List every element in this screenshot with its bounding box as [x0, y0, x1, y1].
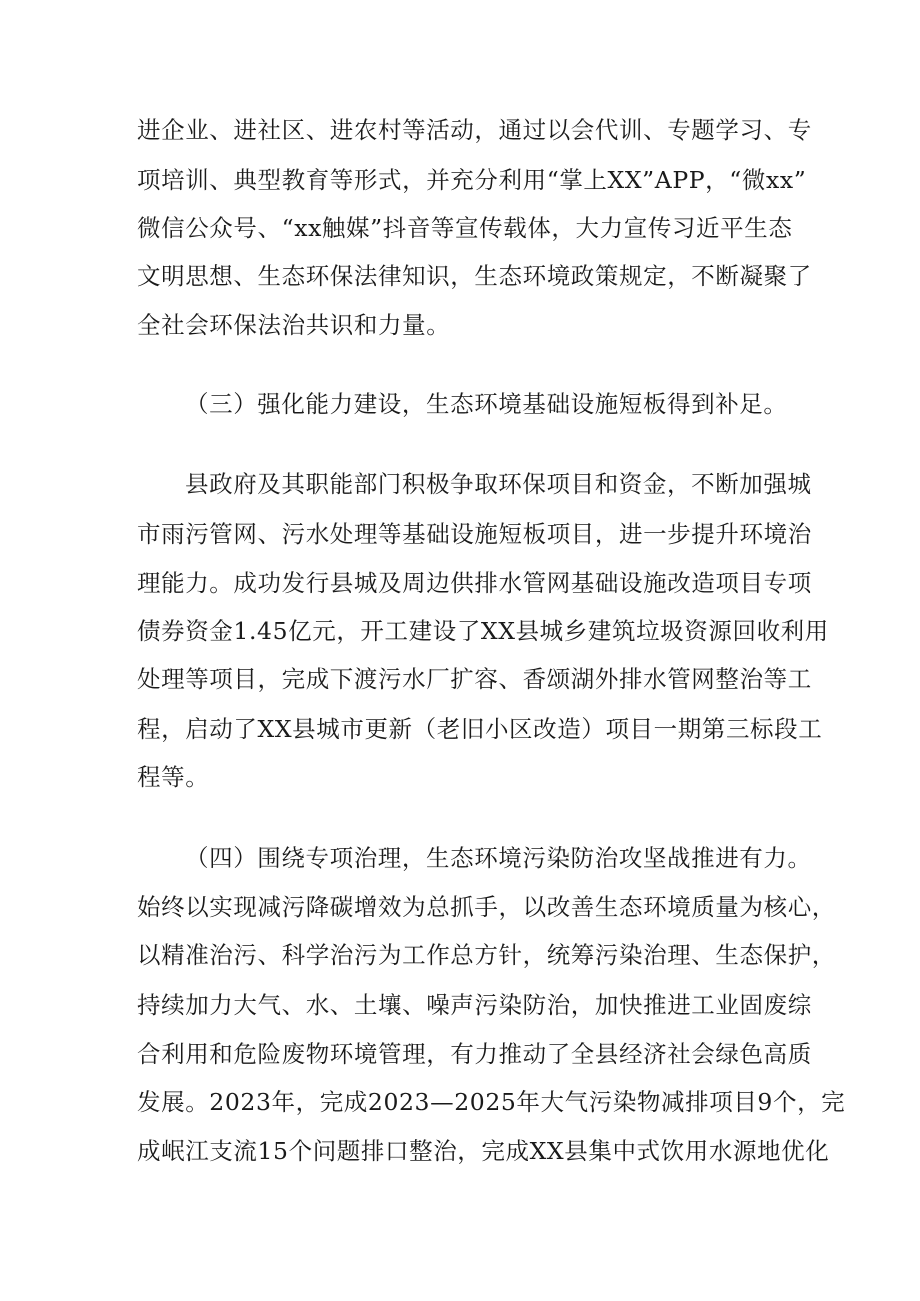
paragraph-line: 以精准治污、科学治污为工作总方针，统筹污染治理、生态保护，	[137, 941, 836, 969]
paragraph-line: 县政府及其职能部门积极争取环保项目和资金，不断加强城	[185, 470, 812, 498]
paragraph-line: 进企业、进社区、进农村等活动，通过以会代训、专题学习、专	[137, 116, 812, 144]
paragraph-line: 债券资金1.45亿元，开工建设了XX县城乡建筑垃圾资源回收利用	[137, 617, 829, 645]
paragraph-line: 处理等项目，完成下渡污水厂扩容、香颂湖外排水管网整治等工	[137, 665, 812, 693]
paragraph-line: 市雨污管网、污水处理等基础设施短板项目，进一步提升环境治	[137, 520, 812, 548]
section-heading-3: （三）强化能力建设，生态环境基础设施短板得到补足。	[185, 390, 788, 418]
paragraph-line: 持续加力大气、水、土壤、噪声污染防治，加快推进工业固废综	[137, 991, 812, 1019]
paragraph-line: 文明思想、生态环保法律知识，生态环境政策规定，不断凝聚了	[137, 262, 812, 290]
paragraph-line: 全社会环保法治共识和力量。	[137, 311, 451, 339]
paragraph-line: 程，启动了XX县城市更新（老旧小区改造）项目一期第三标段工	[137, 715, 823, 743]
paragraph-line: 始终以实现减污降碳增效为总抓手，以改善生态环境质量为核心，	[137, 893, 836, 921]
section-heading-4: （四）围绕专项治理，生态环境污染防治攻坚战推进有力。	[185, 844, 812, 872]
paragraph-line: 项培训、典型教育等形式，并充分利用“掌上XX”APP，“微xx”	[137, 166, 807, 194]
paragraph-line: 合利用和危险废物环境管理，有力推动了全县经济社会绿色高质	[137, 1040, 812, 1068]
paragraph-line: 理能力。成功发行县城及周边供排水管网基础设施改造项目专项	[137, 569, 812, 597]
paragraph-line: 微信公众号、“xx触媒”抖音等宣传载体，大力宣传习近平生态	[137, 214, 793, 242]
paragraph-line: 成岷江支流15个问题排口整治，完成XX县集中式饮用水源地优化	[137, 1137, 830, 1165]
paragraph-line: 发展。2023年，完成2023—2025年大气污染物减排项目9个，完	[137, 1088, 846, 1116]
paragraph-line: 程等。	[137, 763, 210, 791]
